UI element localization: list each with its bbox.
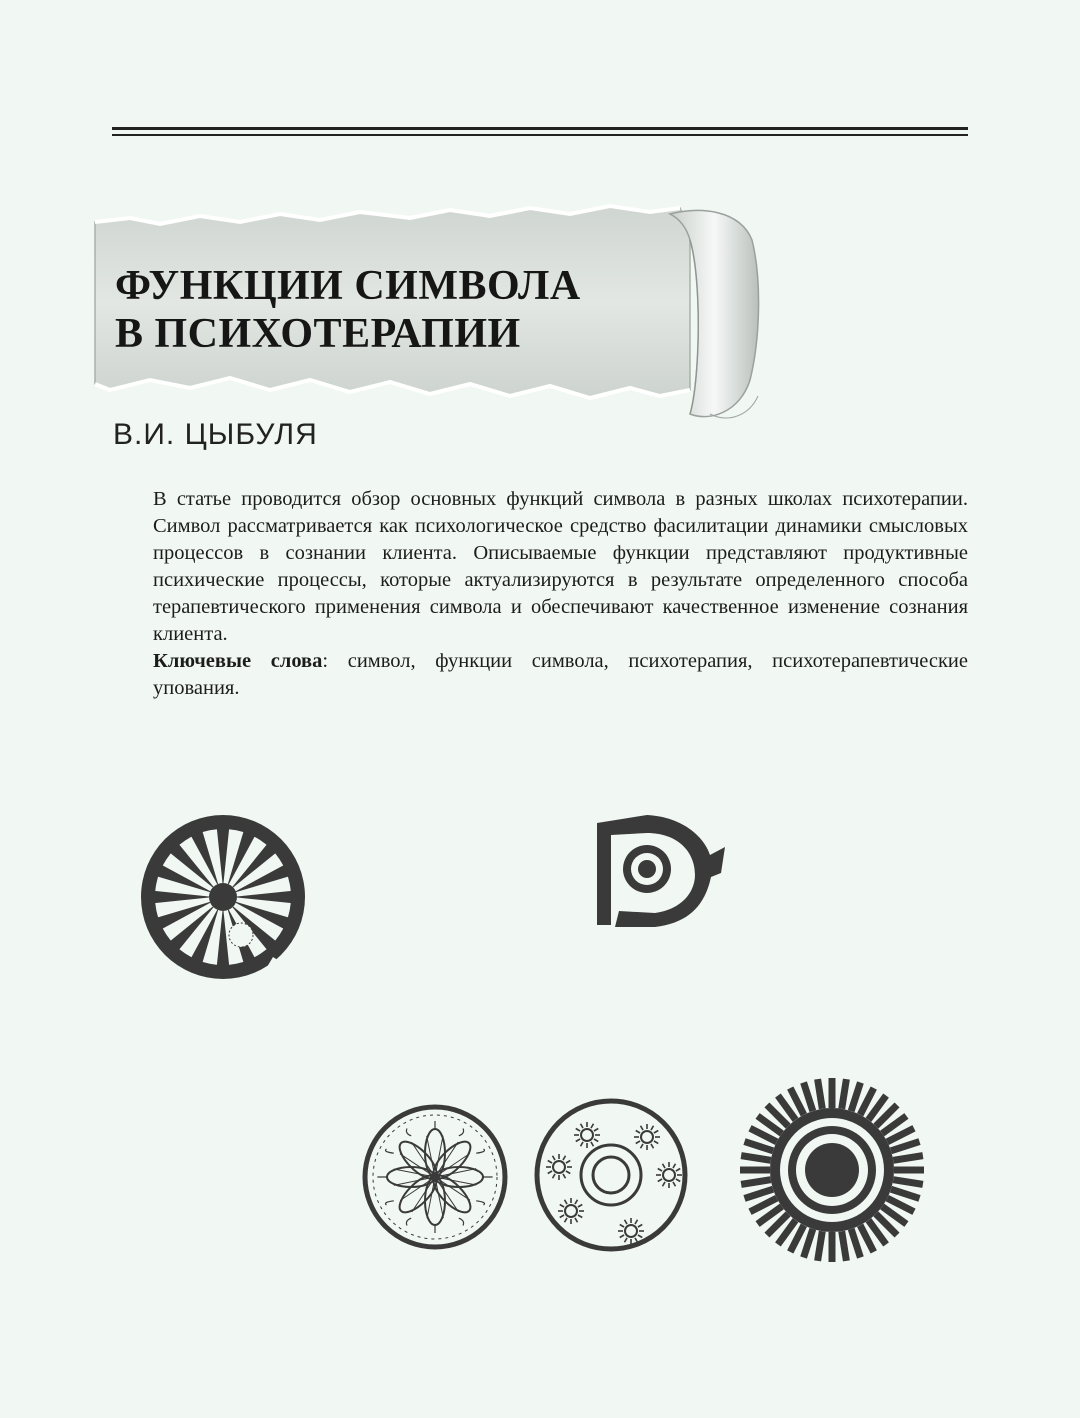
sun-ray (740, 1167, 770, 1174)
keywords-label: Ключевые слова (153, 650, 323, 672)
flower-border-stroke (385, 1149, 393, 1153)
sun-ray (741, 1176, 772, 1188)
flower-vein (400, 1154, 432, 1175)
wheel-spoke (153, 891, 209, 904)
flower-vein (437, 1180, 458, 1212)
flower-vein (438, 1154, 470, 1175)
flower-petal (394, 1170, 442, 1218)
sun-ray (756, 1204, 784, 1227)
flower-border-stroke (406, 1129, 411, 1136)
sun-ray (890, 1138, 921, 1154)
flower-petal (435, 1167, 483, 1187)
flower-petal (425, 1129, 445, 1177)
sun-ray (857, 1086, 877, 1116)
flower-circle-symbol (365, 1107, 505, 1247)
eye-shell-symbol (597, 815, 725, 927)
sun-ray (756, 1113, 784, 1136)
flower-vein (436, 1181, 444, 1218)
sun-ray (894, 1167, 924, 1174)
sun-ray (848, 1081, 864, 1112)
sun-ray (838, 1231, 850, 1262)
flower-vein (439, 1178, 476, 1185)
sun-ray (814, 1231, 826, 1262)
flower-vein (438, 1179, 470, 1200)
title-line-2: В ПСИХОТЕРАПИИ (115, 311, 521, 357)
sun-ray (814, 1079, 826, 1110)
flower-vein (437, 1142, 458, 1174)
sun-ray (880, 1113, 908, 1136)
wheel-spoke (156, 902, 210, 930)
author-name: В.И. ЦЫБУЛЯ (113, 418, 318, 451)
sun-ray (890, 1186, 921, 1202)
flower-vein (400, 1179, 432, 1200)
sun-ray (873, 1102, 899, 1128)
wheel-spoke (191, 830, 219, 884)
sun-ray (886, 1195, 916, 1215)
mini-sun (634, 1124, 660, 1150)
sun-ray (787, 1086, 807, 1116)
flower-petal (394, 1136, 442, 1184)
abstract-text: В статье проводится обзор основных функций символа в разных школах психотерапии. Символ рассматривается как психологическое средство фасилитации динамики смысловых процессов в сознании клиента. Описываемые функции представляют продуктивные психические процессы, которые актуализируются в результате определенного способа терапевтического применения символа и обеспечивают качественное изменение сознания клиента. (153, 488, 968, 645)
sun-ray (893, 1152, 924, 1164)
wheel-spoke (217, 827, 230, 883)
wheel-spoke (233, 907, 277, 951)
keywords-text: : символ, функции символа, психотерапия, психотерапевтические упования. (153, 650, 968, 699)
sun-ray (838, 1079, 850, 1110)
wheel-spoke (233, 843, 277, 887)
mini-sun (574, 1122, 600, 1148)
sun-ray (866, 1218, 889, 1246)
sun-ray (775, 1094, 798, 1122)
sun-ray (787, 1224, 807, 1254)
title-line-1: ФУНКЦИИ СИМВОЛА (115, 263, 581, 309)
sun-ray (775, 1218, 798, 1246)
flower-petal (428, 1136, 476, 1184)
mini-sun (558, 1198, 584, 1224)
mini-sun (618, 1218, 644, 1244)
top-rule (112, 127, 968, 136)
sun-ray (764, 1102, 790, 1128)
wheel-spoke (191, 910, 219, 964)
wheel-spoke (237, 891, 293, 904)
wheel-spoke (217, 911, 230, 967)
spoked-wheel-symbol (141, 815, 305, 987)
article-title (115, 262, 581, 358)
wheel-spoke (236, 865, 290, 893)
flower-vein (436, 1136, 443, 1173)
flower-border-stroke (385, 1201, 393, 1205)
sun-ray (764, 1211, 790, 1237)
dotted-suns-circle-symbol (537, 1101, 685, 1249)
sun-ray (893, 1176, 924, 1188)
sun-ray (741, 1152, 772, 1164)
wheel-spoke (228, 830, 256, 884)
sun-ray (748, 1195, 778, 1215)
sun-ray (743, 1138, 774, 1154)
flower-vein (412, 1142, 433, 1174)
sun-ray (743, 1186, 774, 1202)
sun-ray (800, 1228, 816, 1259)
flower-border-stroke (406, 1218, 411, 1225)
flower-border-stroke (476, 1201, 484, 1205)
flower-border-stroke (459, 1218, 464, 1225)
flower-vein (394, 1169, 431, 1176)
flower-petal (387, 1167, 435, 1187)
flower-border-stroke (476, 1149, 484, 1153)
flower-petal (428, 1170, 476, 1218)
flower-border-stroke (459, 1129, 464, 1136)
sun-ray (866, 1094, 889, 1122)
wheel-spoke (169, 843, 213, 887)
flower-petal (425, 1177, 445, 1225)
sun-ray (848, 1228, 864, 1259)
wheel-spoke (169, 907, 213, 951)
flower-vein (427, 1181, 434, 1218)
sun-ray (829, 1232, 836, 1262)
keywords-paragraph (153, 648, 968, 702)
sun-ray (857, 1224, 877, 1254)
flower-vein (394, 1178, 431, 1186)
sun-ray (748, 1125, 778, 1145)
sun-ray (886, 1125, 916, 1145)
flower-vein (412, 1180, 433, 1212)
mini-sun (546, 1154, 572, 1180)
sun-ray (880, 1204, 908, 1227)
radiant-sun-symbol (740, 1078, 924, 1262)
flower-vein (439, 1169, 476, 1177)
mini-sun (656, 1162, 682, 1188)
flower-vein (427, 1136, 435, 1173)
wheel-spoke (228, 910, 256, 964)
abstract (153, 486, 968, 702)
sun-ray (829, 1078, 836, 1108)
sun-ray (873, 1211, 899, 1237)
wheel-spoke (156, 865, 210, 893)
wheel-spoke (236, 902, 290, 930)
sun-ray (800, 1081, 816, 1112)
